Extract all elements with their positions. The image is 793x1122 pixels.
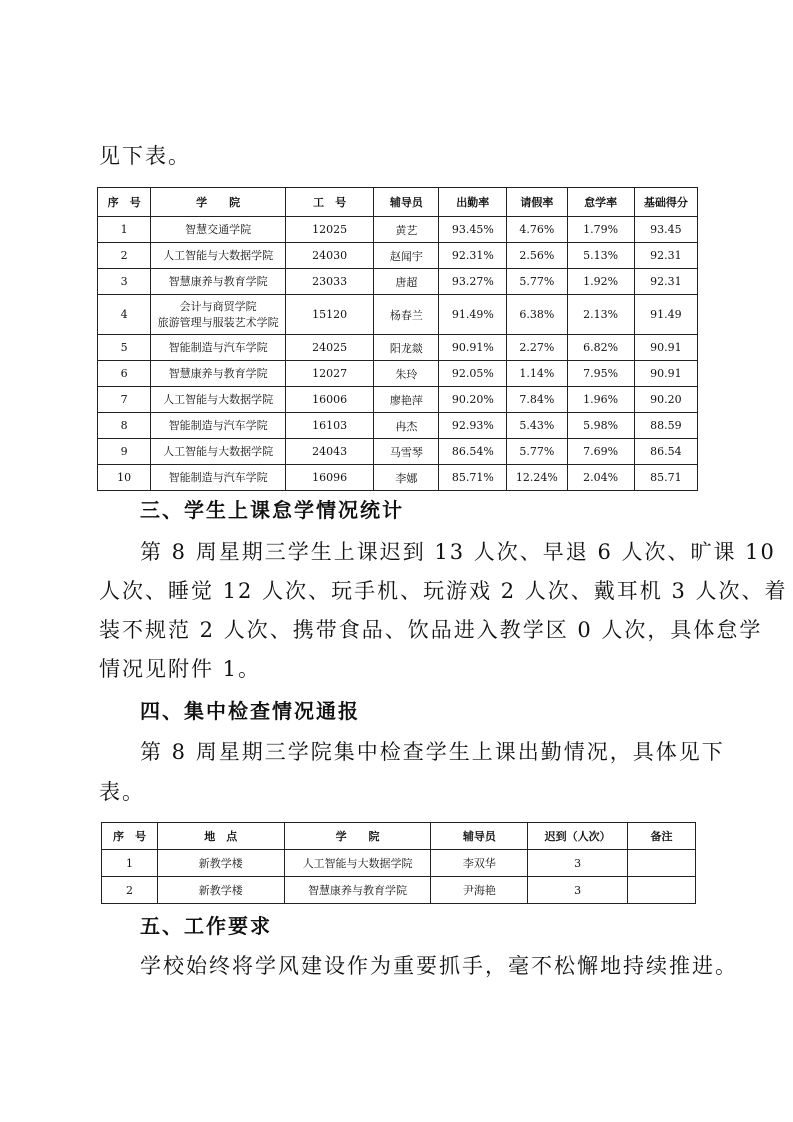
college-line: 会计与商贸学院 xyxy=(179,299,257,313)
cell-truancy: 7.69% xyxy=(567,439,634,465)
cell-attendance: 86.54% xyxy=(439,439,507,465)
cell-truancy: 5.13% xyxy=(567,243,634,269)
cell-counselor: 尹海艳 xyxy=(431,877,528,904)
cell-attendance: 92.93% xyxy=(439,413,507,439)
cell-no: 3 xyxy=(98,269,151,295)
cell-no: 2 xyxy=(98,243,151,269)
table-row xyxy=(102,877,696,904)
header-id: 工 号 xyxy=(286,188,374,217)
section3-line-4: 情况见附件 1。 xyxy=(99,657,262,681)
cell-late: 3 xyxy=(528,877,628,904)
cell-truancy: 2.04% xyxy=(567,465,634,491)
cell-counselor: 黄艺 xyxy=(374,217,439,243)
cell-college: 智慧康养与教育学院 xyxy=(284,877,431,904)
cell-college xyxy=(151,387,286,413)
cell-no: 5 xyxy=(98,335,151,361)
cell-leave: 5.43% xyxy=(507,413,567,439)
cell-leave: 1.14% xyxy=(507,361,567,387)
cell-no: 9 xyxy=(98,439,151,465)
cell-attendance: 92.05% xyxy=(439,361,507,387)
college-line: 智能制造与汽车学院 xyxy=(168,340,268,354)
cell-college: 人工智能与大数据学院 xyxy=(284,850,431,877)
cell-no: 7 xyxy=(98,387,151,413)
header-counselor: 辅导员 xyxy=(374,188,439,217)
table-row xyxy=(98,217,698,243)
cell-truancy: 5.98% xyxy=(567,413,634,439)
cell-college xyxy=(151,269,286,295)
cell-score: 92.31 xyxy=(634,269,697,295)
cell-counselor: 杨春兰 xyxy=(374,295,439,335)
cell-counselor: 冉杰 xyxy=(374,413,439,439)
counselor-score-table xyxy=(97,187,698,491)
cell-id: 12025 xyxy=(286,217,374,243)
cell-score: 88.59 xyxy=(634,413,697,439)
college-line: 智慧交通学院 xyxy=(185,222,252,236)
cell-attendance: 93.45% xyxy=(439,217,507,243)
cell-id: 24025 xyxy=(286,335,374,361)
cell-truancy: 2.13% xyxy=(567,295,634,335)
section3-line-1: 第 8 周星期三学生上课迟到 13 人次、早退 6 人次、旷课 10 xyxy=(140,540,776,564)
cell-location: 新教学楼 xyxy=(157,850,284,877)
cell-id: 16103 xyxy=(286,413,374,439)
cell-location: 新教学楼 xyxy=(157,877,284,904)
table-row xyxy=(98,439,698,465)
cell-truancy: 7.95% xyxy=(567,361,634,387)
cell-score: 91.49 xyxy=(634,295,697,335)
header-no: 序 号 xyxy=(98,188,151,217)
cell-leave: 4.76% xyxy=(507,217,567,243)
cell-counselor: 廖艳萍 xyxy=(374,387,439,413)
section3-line-2: 人次、睡觉 12 人次、玩手机、玩游戏 2 人次、戴耳机 3 人次、着 xyxy=(99,579,788,603)
cell-leave: 5.77% xyxy=(507,439,567,465)
cell-id: 12027 xyxy=(286,361,374,387)
cell-no: 4 xyxy=(98,295,151,335)
college-line: 智慧康养与教育学院 xyxy=(168,366,268,380)
cell-truancy: 1.79% xyxy=(567,217,634,243)
cell-leave: 5.77% xyxy=(507,269,567,295)
table-row xyxy=(98,361,698,387)
cell-college xyxy=(151,243,286,269)
table-row xyxy=(102,850,696,877)
cell-college xyxy=(151,465,286,491)
cell-no: 1 xyxy=(102,850,158,877)
cell-id: 15120 xyxy=(286,295,374,335)
header-leave: 请假率 xyxy=(507,188,567,217)
table-row xyxy=(98,465,698,491)
college-line: 智慧康养与教育学院 xyxy=(168,274,268,288)
table-row xyxy=(98,243,698,269)
cell-truancy: 6.82% xyxy=(567,335,634,361)
intro-tail: 见下表。 xyxy=(99,144,191,168)
table-row xyxy=(98,269,698,295)
header-no: 序 号 xyxy=(102,823,158,850)
table-row xyxy=(98,387,698,413)
header-attendance: 出勤率 xyxy=(439,188,507,217)
college-line: 旅游管理与服装艺术学院 xyxy=(157,315,279,329)
cell-counselor: 朱玲 xyxy=(374,361,439,387)
cell-leave: 12.24% xyxy=(507,465,567,491)
table-row xyxy=(98,295,698,335)
cell-no: 2 xyxy=(102,877,158,904)
section5-line-1: 学校始终将学风建设作为重要抓手，毫不松懈地持续推进。 xyxy=(140,954,738,978)
header-note: 备注 xyxy=(628,823,696,850)
section4-line-2: 表。 xyxy=(99,780,145,804)
cell-attendance: 93.27% xyxy=(439,269,507,295)
table-header-row xyxy=(98,188,698,217)
cell-leave: 2.56% xyxy=(507,243,567,269)
section4-heading: 四、集中检查情况通报 xyxy=(140,699,360,723)
cell-note xyxy=(628,877,696,904)
cell-counselor: 阳龙燚 xyxy=(374,335,439,361)
cell-college xyxy=(151,361,286,387)
header-score: 基础得分 xyxy=(634,188,697,217)
cell-college xyxy=(151,413,286,439)
cell-no: 1 xyxy=(98,217,151,243)
cell-college xyxy=(151,335,286,361)
cell-attendance: 90.91% xyxy=(439,335,507,361)
cell-leave: 7.84% xyxy=(507,387,567,413)
cell-no: 8 xyxy=(98,413,151,439)
section3-line-3: 装不规范 2 人次、携带食品、饮品进入教学区 0 人次，具体怠学 xyxy=(99,618,763,642)
cell-college xyxy=(151,439,286,465)
cell-counselor: 唐超 xyxy=(374,269,439,295)
college-line: 人工智能与大数据学院 xyxy=(163,392,274,406)
cell-score: 92.31 xyxy=(634,243,697,269)
cell-truancy: 1.96% xyxy=(567,387,634,413)
table-row xyxy=(98,335,698,361)
inspection-table xyxy=(101,822,696,904)
cell-leave: 2.27% xyxy=(507,335,567,361)
cell-college xyxy=(151,295,286,335)
cell-score: 85.71 xyxy=(634,465,697,491)
cell-id: 24030 xyxy=(286,243,374,269)
table-header-row xyxy=(102,823,696,850)
cell-counselor: 李双华 xyxy=(431,850,528,877)
cell-attendance: 90.20% xyxy=(439,387,507,413)
cell-no: 10 xyxy=(98,465,151,491)
cell-attendance: 85.71% xyxy=(439,465,507,491)
cell-score: 90.91 xyxy=(634,335,697,361)
cell-id: 16006 xyxy=(286,387,374,413)
cell-score: 90.20 xyxy=(634,387,697,413)
cell-leave: 6.38% xyxy=(507,295,567,335)
cell-note xyxy=(628,850,696,877)
college-line: 人工智能与大数据学院 xyxy=(163,248,274,262)
cell-score: 86.54 xyxy=(634,439,697,465)
table-row xyxy=(98,413,698,439)
college-line: 智能制造与汽车学院 xyxy=(168,418,268,432)
header-college: 学 院 xyxy=(284,823,431,850)
section5-heading: 五、工作要求 xyxy=(140,914,272,938)
cell-id: 16096 xyxy=(286,465,374,491)
cell-late: 3 xyxy=(528,850,628,877)
header-college: 学 院 xyxy=(151,188,286,217)
header-truancy: 怠学率 xyxy=(567,188,634,217)
section4-line-1: 第 8 周星期三学院集中检查学生上课出勤情况，具体见下 xyxy=(140,740,725,764)
college-line: 智能制造与汽车学院 xyxy=(168,470,268,484)
section3-heading: 三、学生上课怠学情况统计 xyxy=(140,498,404,522)
header-location: 地 点 xyxy=(157,823,284,850)
cell-score: 90.91 xyxy=(634,361,697,387)
college-line: 人工智能与大数据学院 xyxy=(163,444,274,458)
header-counselor: 辅导员 xyxy=(431,823,528,850)
cell-id: 23033 xyxy=(286,269,374,295)
cell-attendance: 91.49% xyxy=(439,295,507,335)
cell-score: 93.45 xyxy=(634,217,697,243)
header-late: 迟到（人次） xyxy=(528,823,628,850)
cell-truancy: 1.92% xyxy=(567,269,634,295)
cell-college xyxy=(151,217,286,243)
cell-no: 6 xyxy=(98,361,151,387)
cell-counselor: 赵闻宇 xyxy=(374,243,439,269)
cell-attendance: 92.31% xyxy=(439,243,507,269)
cell-counselor: 马雪琴 xyxy=(374,439,439,465)
cell-counselor: 李娜 xyxy=(374,465,439,491)
cell-id: 24043 xyxy=(286,439,374,465)
